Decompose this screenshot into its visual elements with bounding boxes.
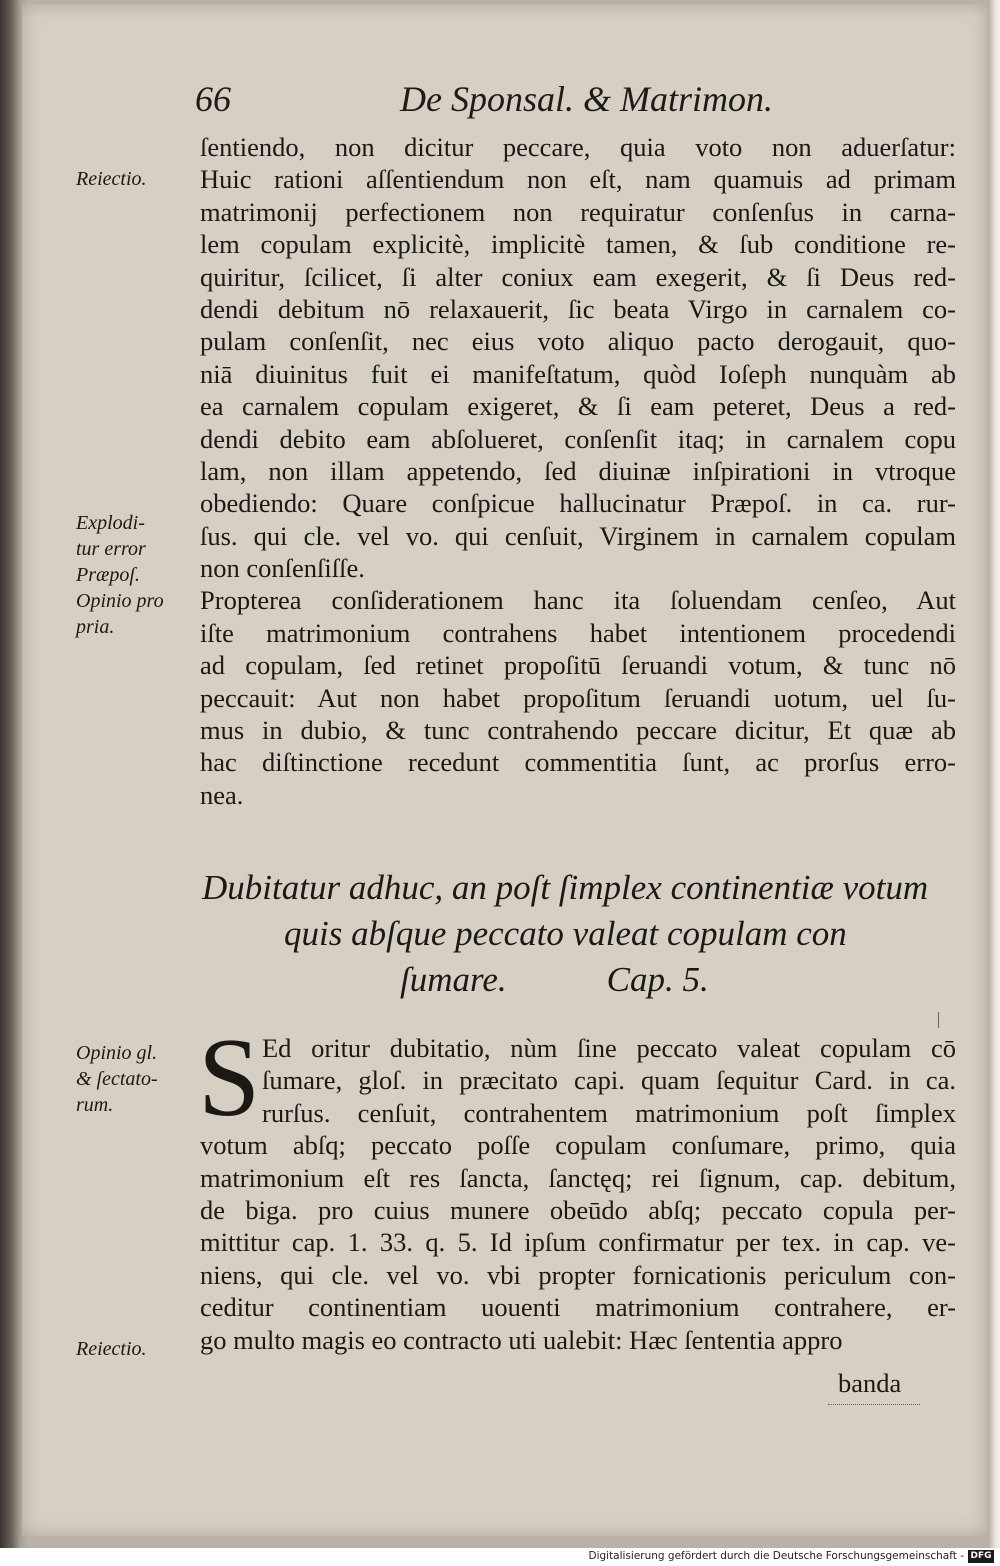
marginal-note-reiectio-1 — [76, 166, 194, 192]
running-head: De Sponsal. & Matrimon. — [400, 79, 773, 119]
text-line: ſumare, gloſ. in præcitato capi. quam ſequitur Card. in ca. — [262, 1065, 956, 1096]
marginal-line: Præpoſ. — [76, 564, 140, 586]
marginal-line: Explodi- — [76, 512, 145, 534]
text-line: matrimonium eſt res ſancta, ſanctęq; rei ſignum, cap. debitum, — [200, 1162, 956, 1193]
marginal-line: Reiectio. — [76, 1338, 147, 1360]
text-line: mus in dubio, & tunc contrahendo peccare dicitur, Et quæ ab — [200, 715, 956, 746]
marginal-line: pria. — [76, 616, 115, 638]
text-line: ſentiendo, non dicitur peccare, quia voto non aduerſatur: — [200, 132, 956, 162]
text-line: ad copulam, ſed retinet propoſitū ſeruandi votum, & tunc nō — [200, 650, 956, 681]
chapter-heading-line — [200, 957, 956, 1003]
text-line: ſus. qui cle. vel vo. qui cenſuit, Virginem in carnalem copulam — [200, 520, 956, 551]
text-line: pulam conſenſit, nec eius voto aliquo pacto derogauit, quo- — [200, 326, 956, 357]
text-line: de biga. pro cuius munere obeūdo abſq; peccato copula per- — [200, 1194, 956, 1225]
page-number: 66 — [195, 79, 231, 119]
text-line: Ed oritur dubitatio, nùm ſine peccato valeat copulam cō — [262, 1033, 956, 1063]
text-line: hac diſtinctione recedunt commentitia ſunt, ac prorſus erro- — [200, 747, 956, 778]
text-line: Propterea conſiderationem hanc ita ſoluendam cenſeo, Aut — [200, 585, 956, 616]
text-line: dendi debitum nō relaxauerit, ſic beata Virgo in carnalem co- — [200, 293, 956, 324]
body-text-block-1 — [200, 131, 956, 811]
marginal-line: Opinio gl. — [76, 1042, 158, 1064]
text-line: rurſus. cenſuit, contrahentem matrimonium poſt ſimplex — [262, 1097, 956, 1128]
chapter-heading — [200, 865, 956, 1003]
page-mark — [938, 1012, 939, 1028]
catchword: banda — [838, 1368, 902, 1398]
marginal-line: rum. — [76, 1094, 114, 1116]
text-line: ea carnalem copulam exigeret, & ſi eam peteret, Deus a red- — [200, 391, 956, 422]
text-line: niā diuinitus fuit ei manifeſtatum, quòd Ioſeph nunquàm ab — [200, 358, 956, 389]
text-line: quiritur, ſcilicet, ſi alter coniux eam exegerit, & ſi Deus red- — [200, 261, 956, 292]
text-line: peccauit: Aut non habet propoſitum ſeruandi uotum, uel ſu- — [200, 682, 956, 713]
text-line: niens, qui cle. vel vo. vbi propter fornicationis periculum con- — [200, 1259, 956, 1290]
text-line: mittitur cap. 1. 33. q. 5. Id ipſum confirmatur per tex. in cap. ve- — [200, 1227, 956, 1258]
chapter-heading-line: quis abſque peccato valeat copulam con — [284, 914, 847, 953]
page-edge — [988, 0, 1000, 1548]
page-header — [0, 78, 1000, 128]
marginal-note-reiectio-2 — [76, 1336, 194, 1362]
text-line: go multo magis eo contracto uti ualebit: Hæc ſententia appro — [200, 1324, 843, 1355]
text-line: ceditur continentiam uouenti matrimonium contrahere, er- — [200, 1292, 956, 1323]
text-line: dendi debito eam abſolueret, conſenſit itaq; in carnalem copu — [200, 423, 956, 454]
marginal-line: Reiectio. — [76, 168, 147, 190]
text-line: matrimonij perfectionem non requiratur conſenſus in carna- — [200, 196, 956, 227]
marginal-note-explodi — [76, 510, 194, 640]
body-text-block-2-indented — [262, 1032, 956, 1129]
chapter-heading-word: ſumare. — [400, 960, 507, 999]
text-line: nea. — [200, 779, 244, 810]
text-line: iſte matrimonium contrahens habet intentionem procedendi — [200, 617, 956, 648]
chapter-number: Cap. 5. — [606, 960, 709, 999]
body-text-block-2 — [200, 1129, 956, 1356]
marginal-line: Opinio pro — [76, 590, 164, 612]
marginal-note-opinio-gl — [76, 1040, 194, 1118]
text-line: lam, non illam appetendo, ſed diuinæ inſpirationi in vtroque — [200, 455, 956, 486]
text-line: votum abſq; peccato poſſe copulam conſumare, primo, quia — [200, 1130, 956, 1161]
marginal-line: & ſectato- — [76, 1068, 158, 1090]
text-line: non conſenſiſſe. — [200, 553, 365, 584]
text-line: obediendo: Quare conſpicue hallucinatur Præpoſ. in ca. rur- — [200, 488, 956, 519]
signature-mark — [828, 1404, 920, 1408]
funding-note: Digitalisierung gefördert durch die Deutsche Forschungsgemeinschaft - — [588, 1550, 964, 1562]
text-line: lem copulam explicitè, implicitè tamen, & ſub conditione re- — [200, 229, 956, 260]
marginal-line: tur error — [76, 538, 146, 560]
dfg-logo: DFG — [968, 1550, 994, 1563]
chapter-heading-line: Dubitatur adhuc, an poſt ſimplex continentiæ votum — [202, 868, 929, 907]
drop-cap-initial: S — [198, 1016, 261, 1140]
text-line: Huic rationi aſſentiendum non eſt, nam quamuis ad primam — [200, 164, 956, 195]
